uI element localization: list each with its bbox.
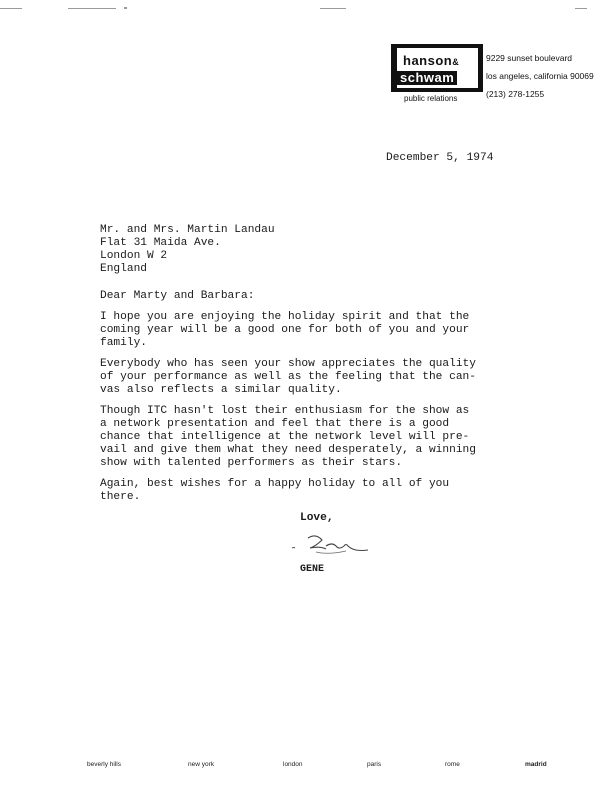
body-line: vail and give them what they need desperately, a winning (100, 444, 476, 456)
body-line: there. (100, 491, 141, 503)
address-street: 9229 sunset boulevard (486, 53, 573, 63)
logo-word-schwam: schwam (397, 71, 457, 85)
body-line: a network presentation and feel that there is a good (100, 418, 450, 430)
recipient-line: Mr. and Mrs. Martin Landau (100, 224, 275, 236)
scan-mark (320, 8, 346, 9)
scan-mark (124, 7, 127, 9)
logo-bottom-bar (391, 88, 483, 92)
salutation: Dear Marty and Barbara: (100, 290, 255, 302)
body-line: Everybody who has seen your show appreciates the quality (100, 358, 476, 370)
body-line: Again, best wishes for a happy holiday to all of you (100, 478, 450, 490)
recipient-line: England (100, 263, 147, 275)
address-city: los angeles, california 90069 (486, 71, 594, 81)
logo-top-bar (391, 44, 483, 48)
scan-mark (575, 8, 587, 9)
body-line: family. (100, 337, 147, 349)
footer-city: london (283, 761, 303, 768)
body-line: Though ITC hasn't lost their enthusiasm for the show as (100, 405, 470, 417)
handwritten-signature (286, 530, 382, 560)
scan-mark (68, 8, 116, 9)
recipient-line: Flat 31 Maida Ave. (100, 237, 221, 249)
footer-city: madrid (525, 761, 547, 768)
body-line: show with talented performers as their stars. (100, 457, 403, 469)
body-line: coming year will be a good one for both of you and your (100, 324, 470, 336)
logo-tagline: public relations (404, 94, 458, 103)
footer-city: rome (445, 761, 460, 768)
scan-mark (0, 8, 22, 9)
footer-city: new york (188, 761, 215, 768)
closing: Love, (300, 512, 334, 524)
body-line: of your performance as well as the feeling that the can- (100, 371, 476, 383)
body-line: vas also reflects a similar quality. (100, 384, 342, 396)
signature-name: GENE (300, 564, 325, 575)
logo-right-bar (478, 44, 483, 92)
footer-city: beverly hills (87, 761, 121, 768)
body-line: I hope you are enjoying the holiday spirit and that the (100, 311, 470, 323)
body-line: chance that intelligence at the network level will pre- (100, 431, 470, 443)
letter-date: December 5, 1974 (386, 152, 494, 164)
footer-city: paris (367, 761, 382, 768)
recipient-line: London W 2 (100, 250, 168, 262)
address-phone: (213) 278-1255 (486, 89, 545, 99)
logo-word-hanson: hanson& (403, 53, 460, 68)
